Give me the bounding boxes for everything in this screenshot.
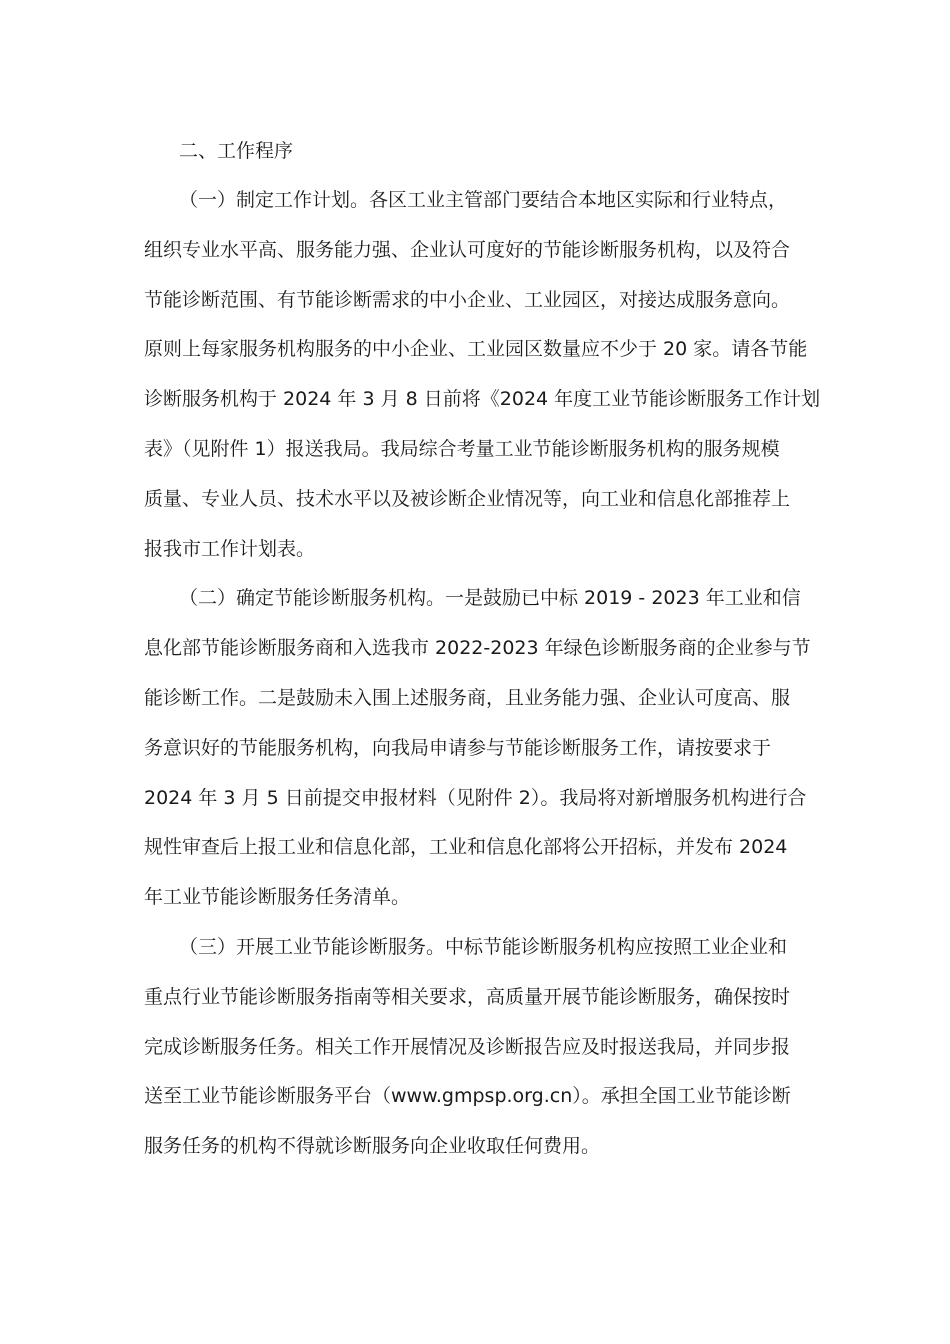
paragraph-line: （二）确定节能诊断服务机构。一是鼓励已中标 2019 - 2023 年工业和信 xyxy=(179,587,801,610)
paragraph-line: 质量、专业人员、技术水平以及被诊断企业情况等，向工业和信息化部推荐上 xyxy=(144,487,791,510)
paragraph-line: 组织专业水平高、服务能力强、企业认可度好的节能诊断服务机构，以及符合 xyxy=(144,238,791,261)
section-heading: 二、工作程序 xyxy=(179,140,294,162)
paragraph-line: 报我市工作计划表。 xyxy=(144,537,316,560)
paragraph-line: 2024 年 3 月 5 日前提交申报材料（见附件 2）。我局将对新增服务机构进行合 xyxy=(144,786,807,809)
paragraph-line: 务意识好的节能服务机构，向我局申请参与节能诊断服务工作，请按要求于 xyxy=(144,736,772,759)
paragraph-line: 表》（见附件 1）报送我局。我局综合考量工业节能诊断服务机构的服务规模 xyxy=(144,437,780,460)
paragraph-line: 重点行业节能诊断服务指南等相关要求，高质量开展节能诊断服务，确保按时 xyxy=(144,985,791,1008)
paragraph-line: （三）开展工业节能诊断服务。中标节能诊断服务机构应按照工业企业和 xyxy=(179,935,788,958)
paragraph-line: 诊断服务机构于 2024 年 3 月 8 日前将《2024 年度工业节能诊断服务工作计划 xyxy=(144,388,821,411)
paragraph-line: 节能诊断范围、有节能诊断需求的中小企业、工业园区，对接达成服务意向。 xyxy=(144,288,791,311)
paragraph-line: 年工业节能诊断服务任务清单。 xyxy=(144,886,411,909)
paragraph-3 xyxy=(144,930,816,1163)
paragraph-line: 息化部节能诊断服务商和入选我市 2022-2023 年绿色诊断服务商的企业参与节 xyxy=(144,637,811,660)
document-body xyxy=(144,134,821,1179)
paragraph-line: 送至工业节能诊断服务平台（www.gmpsp.org.cn）。承担全国工业节能诊断 xyxy=(144,1085,791,1108)
paragraph-line: 服务任务的机构不得就诊断服务向企业收取任何费用。 xyxy=(144,1135,601,1158)
paragraph-1 xyxy=(144,183,821,566)
paragraph-line: 规性审查后上报工业和信息化部，工业和信息化部将公开招标，并发布 2024 xyxy=(144,836,788,859)
paragraph-2 xyxy=(144,581,816,914)
paragraph-line: （一）制定工作计划。各区工业主管部门要结合本地区实际和行业特点， xyxy=(179,189,788,211)
paragraph-line: 完成诊断服务任务。相关工作开展情况及诊断报告应及时报送我局，并同步报 xyxy=(144,1035,791,1058)
paragraph-line: 能诊断工作。二是鼓励未入围上述服务商，且业务能力强、企业认可度高、服 xyxy=(144,686,791,709)
paragraph-line: 原则上每家服务机构服务的中小企业、工业园区数量应不少于 20 家。请各节能 xyxy=(144,338,808,361)
